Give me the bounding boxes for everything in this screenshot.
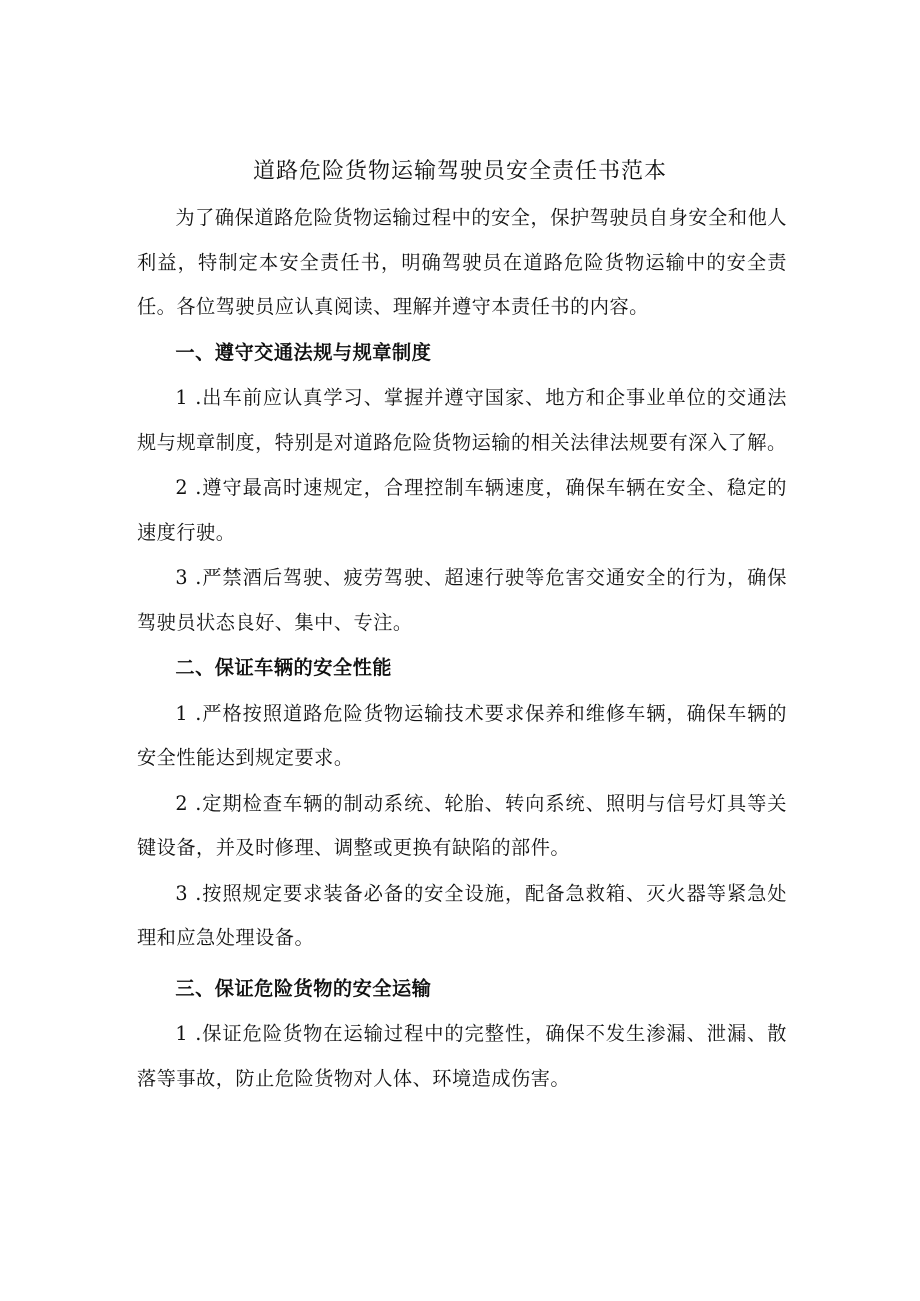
section-1-item-1: 1 .出车前应认真学习、掌握并遵守国家、地方和企事业单位的交通法规与规章制度，特别是对道路危险货物运输的相关法律法规要有深入了解。 [137,386,787,454]
section-2-item-2: 2 .定期检查车辆的制动系统、轮胎、转向系统、照明与信号灯具等关键设备，并及时修理、调整或更换有缺陷的部件。 [137,791,787,859]
section-1-item-3: 3 .严禁酒后驾驶、疲劳驾驶、超速行驶等危害交通安全的行为，确保驾驶员状态良好、集中、专注。 [137,566,787,634]
section-2-item-1: 1 .严格按照道路危险货物运输技术要求保养和维修车辆，确保车辆的安全性能达到规定要求。 [137,701,787,769]
intro-paragraph: 为了确保道路危险货物运输过程中的安全，保护驾驶员自身安全和他人利益，特制定本安全责任书，明确驾驶员在道路危险货物运输中的安全责任。各位驾驶员应认真阅读、理解并遵守本责任书的内容。 [137,206,787,318]
section-3-item-1: 1 .保证危险货物在运输过程中的完整性，确保不发生渗漏、泄漏、散落等事故，防止危险货物对人体、环境造成伤害。 [137,1022,787,1090]
document-body [137,196,787,1101]
section-1-item-2: 2 .遵守最高时速规定，合理控制车辆速度，确保车辆在安全、稳定的速度行驶。 [137,476,787,544]
section-2-item-3: 3 .按照规定要求装备必备的安全设施，配备急救箱、灭火器等紧急处理和应急处理设备。 [137,881,787,949]
section-heading-2: 二、保证车辆的安全性能 [175,656,392,679]
section-heading-3: 三、保证危险货物的安全运输 [175,976,432,1000]
document-title: 道路危险货物运输驾驶员安全责任书范本 [252,159,667,184]
section-heading-1: 一、遵守交通法规与规章制度 [175,340,432,364]
